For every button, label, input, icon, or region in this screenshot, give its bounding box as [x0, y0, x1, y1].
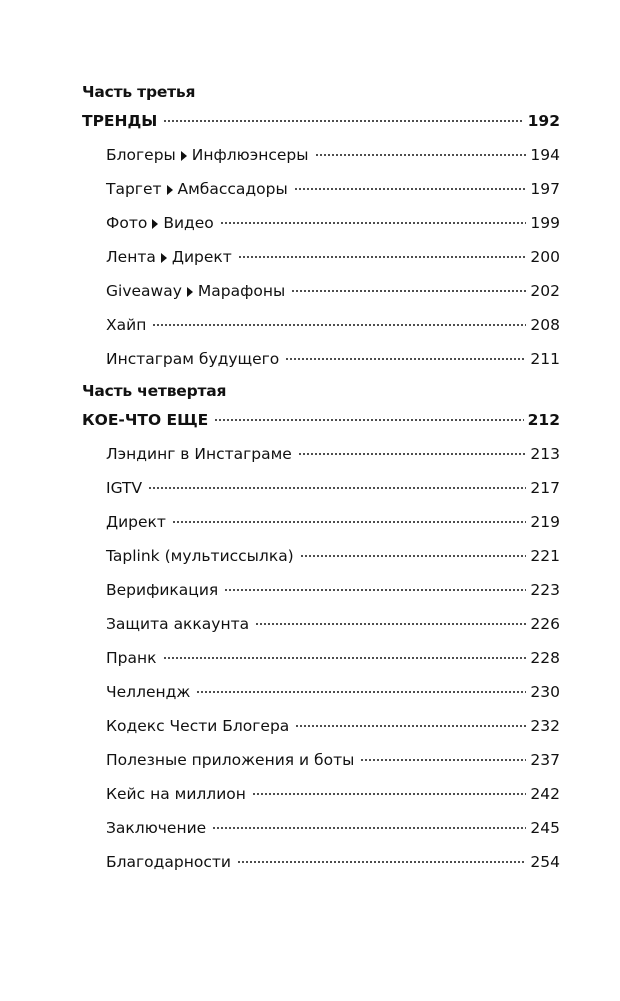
toc-entry — [82, 179, 560, 199]
arrow-right-icon — [161, 253, 167, 263]
dot-leader — [294, 188, 527, 190]
entry-title — [106, 179, 288, 199]
page-number: 208 — [530, 316, 560, 334]
toc-entry — [82, 580, 560, 600]
toc-entry — [82, 444, 560, 464]
toc-entry — [82, 213, 560, 233]
page-number: 199 — [530, 214, 560, 232]
page-number: 245 — [530, 819, 560, 837]
dot-leader — [285, 358, 526, 360]
entry-title — [106, 247, 232, 267]
entry-title: Заключение — [106, 819, 207, 837]
page-number: 230 — [530, 683, 560, 701]
page-number: 242 — [530, 785, 560, 803]
entry-title-part: Марафоны — [197, 282, 286, 300]
dot-leader — [163, 657, 527, 659]
entry-title: Taplink (мультиссылка) — [106, 547, 294, 565]
entry-title-part: Амбассадоры — [177, 180, 288, 198]
toc-entry — [82, 512, 560, 532]
dot-leader — [360, 759, 526, 761]
entry-title — [106, 281, 285, 301]
toc-entry — [82, 818, 560, 838]
entry-title: Кейс на миллион — [106, 785, 246, 803]
page-number: 221 — [530, 547, 560, 565]
page-number: 200 — [530, 248, 560, 266]
page-number: 211 — [530, 350, 560, 368]
table-of-contents — [82, 82, 560, 886]
page-number: 202 — [530, 282, 560, 300]
toc-entry — [82, 784, 560, 804]
dot-leader — [252, 793, 527, 795]
arrow-right-icon — [167, 185, 173, 195]
page-number: 194 — [530, 146, 560, 164]
dot-leader — [214, 419, 523, 421]
entry-title — [106, 145, 309, 165]
dot-leader — [238, 256, 527, 258]
toc-entry — [82, 349, 560, 369]
entry-title: Челлендж — [106, 683, 191, 701]
entry-title: Инстаграм будущего — [106, 350, 280, 368]
toc-part — [82, 82, 560, 369]
page-number: 232 — [530, 717, 560, 735]
part-label: Часть третья — [82, 83, 196, 101]
page-number: 217 — [530, 479, 560, 497]
entry-title: Благодарности — [106, 853, 231, 871]
entry-title: IGTV — [106, 479, 143, 497]
dot-leader — [152, 324, 526, 326]
entry-title-part: Видео — [163, 214, 214, 232]
toc-section — [82, 111, 560, 131]
dot-leader — [295, 725, 526, 727]
toc-entry — [82, 546, 560, 566]
dot-leader — [212, 827, 526, 829]
toc-entry — [82, 247, 560, 267]
page-number: 213 — [530, 445, 560, 463]
entry-title: Верификация — [106, 581, 219, 599]
dot-leader — [237, 861, 526, 863]
entry-title: Полезные приложения и боты — [106, 751, 355, 769]
dot-leader — [172, 521, 526, 523]
page-number: 254 — [530, 853, 560, 871]
dot-leader — [315, 154, 527, 156]
page-number: 228 — [530, 649, 560, 667]
page-number: 197 — [530, 180, 560, 198]
toc-entry — [82, 716, 560, 736]
dot-leader — [300, 555, 527, 557]
toc-section — [82, 410, 560, 430]
entry-title-part: Giveaway — [106, 282, 182, 300]
page-number: 219 — [530, 513, 560, 531]
dot-leader — [196, 691, 526, 693]
section-title: КОЕ-ЧТО ЕЩЕ — [82, 411, 209, 429]
toc-entry — [82, 614, 560, 634]
entry-title: Лэндинг в Инстаграме — [106, 445, 292, 463]
entry-title-part: Лента — [106, 248, 156, 266]
entry-title-part: Фото — [106, 214, 148, 232]
toc-entry — [82, 478, 560, 498]
arrow-right-icon — [181, 151, 187, 161]
entry-title: Директ — [106, 513, 166, 531]
toc-entry — [82, 145, 560, 165]
toc-entry — [82, 682, 560, 702]
dot-leader — [255, 623, 526, 625]
arrow-right-icon — [187, 287, 193, 297]
page-number: 212 — [527, 411, 560, 429]
entry-title-part: Директ — [171, 248, 232, 266]
entry-title-part: Блогеры — [106, 146, 176, 164]
dot-leader — [220, 222, 527, 224]
toc-entry — [82, 281, 560, 301]
page-number: 192 — [527, 112, 560, 130]
dot-leader — [148, 487, 526, 489]
arrow-right-icon — [152, 219, 158, 229]
entry-title: Кодекс Чести Блогера — [106, 717, 290, 735]
toc-entry — [82, 315, 560, 335]
page-number: 226 — [530, 615, 560, 633]
page-number: 237 — [530, 751, 560, 769]
page-number: 223 — [530, 581, 560, 599]
entry-title — [106, 213, 214, 233]
part-label: Часть четвертая — [82, 382, 227, 400]
entry-title-part: Таргет — [106, 180, 162, 198]
dot-leader — [298, 453, 527, 455]
entry-title: Защита аккаунта — [106, 615, 250, 633]
entry-title: Хайп — [106, 316, 147, 334]
toc-entry — [82, 852, 560, 872]
entry-title: Пранк — [106, 649, 157, 667]
dot-leader — [224, 589, 526, 591]
toc-entry — [82, 648, 560, 668]
toc-part — [82, 381, 560, 872]
entry-title-part: Инфлюэнсеры — [191, 146, 309, 164]
dot-leader — [291, 290, 526, 292]
toc-entry — [82, 750, 560, 770]
section-title: ТРЕНДЫ — [82, 112, 158, 130]
dot-leader — [163, 120, 523, 122]
